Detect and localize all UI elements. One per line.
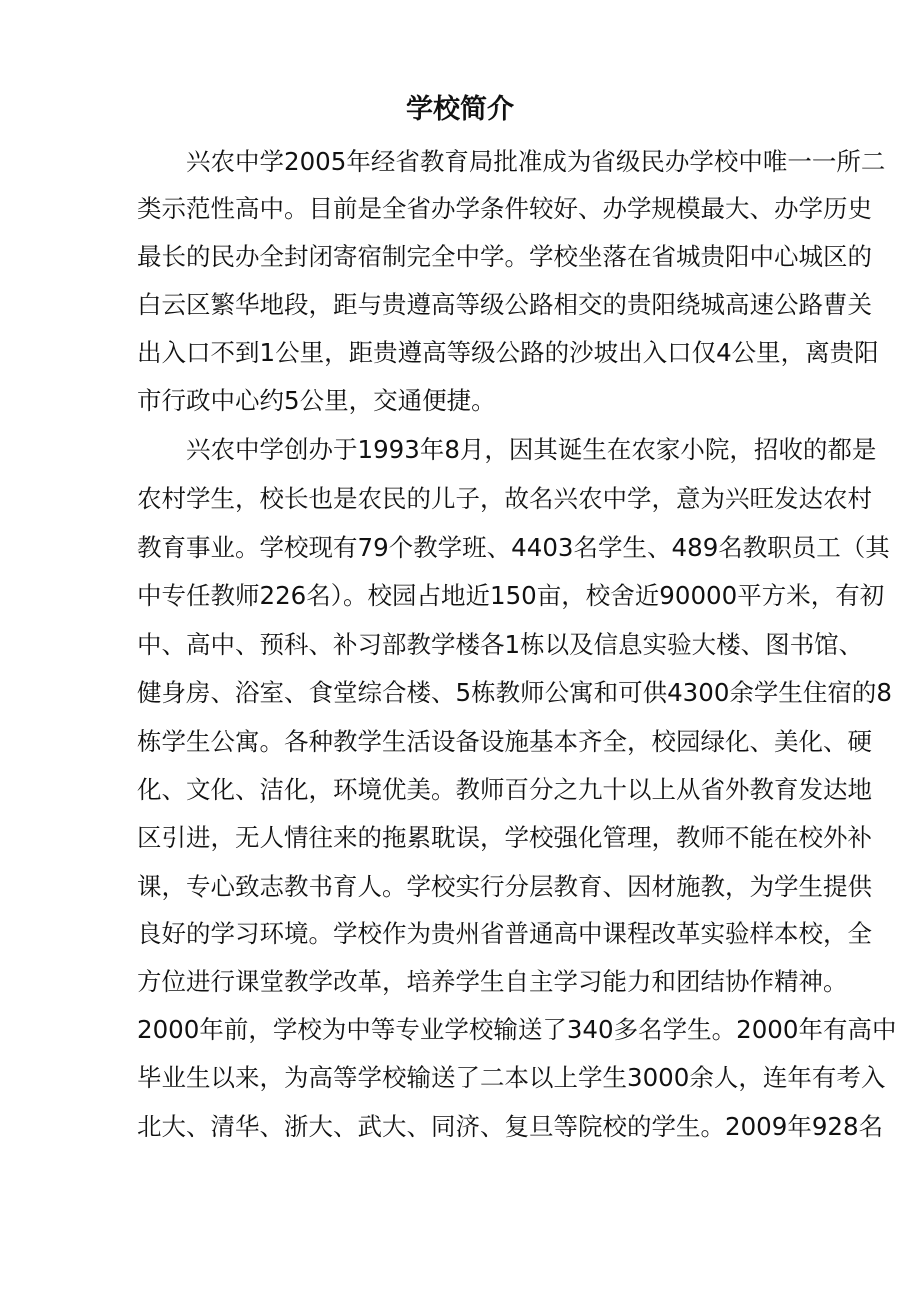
text-line: 毕业生以来，为高等学校输送了二本以上学生3000余人，连年有考入 xyxy=(137,1063,886,1092)
text-line: 化、文化、洁化，环境优美。教师百分之九十以上从省外教育发达地 xyxy=(137,775,872,804)
text-line: 区引进，无人情往来的拖累耽误，学校强化管理，教师不能在校外补 xyxy=(137,823,872,852)
text-line: 中、高中、预科、补习部教学楼各1栋以及信息实验大楼、图书馆、 xyxy=(137,630,864,659)
text-line: 课，专心致志教书育人。学校实行分层教育、因材施教，为学生提供 xyxy=(137,872,872,901)
text-line: 出入口不到1公里，距贵遵高等级公路的沙坡出入口仅4公里，离贵阳 xyxy=(137,338,879,367)
text-line: 市行政中心约5公里，交通便捷。 xyxy=(137,386,496,415)
text-line: 中专任教师226名）。校园占地近150亩，校舍近90000平方米，有初 xyxy=(137,581,885,610)
text-line: 方位进行课堂教学改革，培养学生自主学习能力和团结协作精神。 xyxy=(137,967,848,996)
text-line: 最长的民办全封闭寄宿制完全中学。学校坐落在省城贵阳中心城区的 xyxy=(137,242,872,271)
text-line: 良好的学习环境。学校作为贵州省普通高中课程改革实验样本校，全 xyxy=(137,919,872,948)
text-line: 北大、清华、浙大、武大、同济、复旦等院校的学生。2009年928名 xyxy=(137,1112,884,1141)
text-line: 栋学生公寓。各种教学生活设备设施基本齐全，校园绿化、美化、硬 xyxy=(137,727,872,756)
text-line: 教育事业。学校现有79个教学班、4403名学生、489名教职员工（其 xyxy=(137,533,890,562)
text-line: 兴农中学创办于1993年8月，因其诞生在农家小院，招收的都是 xyxy=(186,435,877,464)
text-line: 健身房、浴室、食堂综合楼、5栋教师公寓和可供4300余学生住宿的8 xyxy=(137,678,893,707)
text-line: 农村学生，校长也是农民的儿子，故名兴农中学，意为兴旺发达农村 xyxy=(137,484,872,513)
text-line: 类示范性高中。目前是全省办学条件较好、办学规模最大、办学历史 xyxy=(137,194,872,223)
text-line: 兴农中学2005年经省教育局批准成为省级民办学校中唯一一所二 xyxy=(186,147,886,176)
document-title: 学校简介 xyxy=(406,94,514,125)
text-line: 2000年前，学校为中等专业学校输送了340多名学生。2000年有高中 xyxy=(137,1015,897,1044)
text-line: 白云区繁华地段，距与贵遵高等级公路相交的贵阳绕城高速公路曹关 xyxy=(137,290,872,319)
